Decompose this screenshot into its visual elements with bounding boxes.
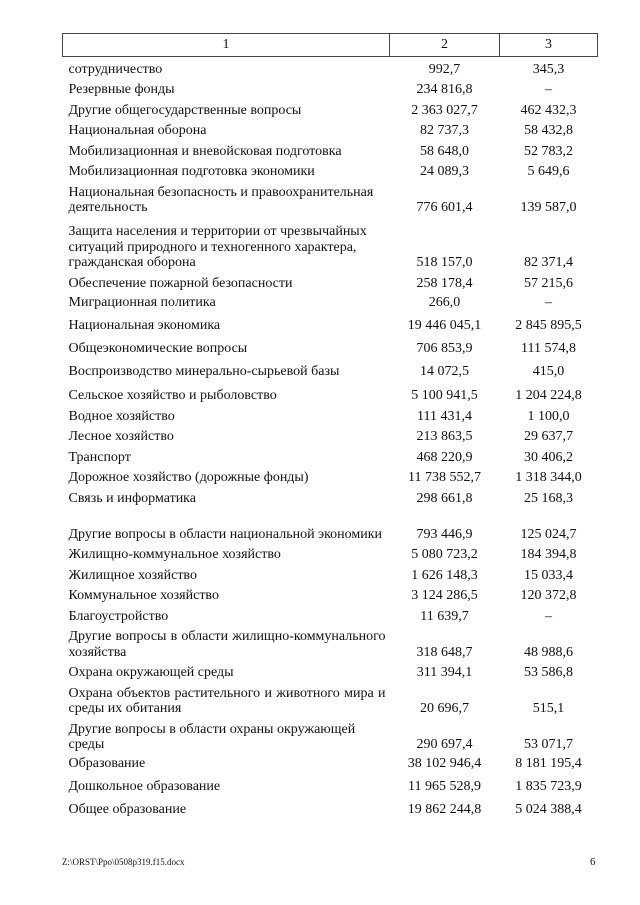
table-row xyxy=(63,337,598,360)
row-value-col3: 53 071,7 xyxy=(524,737,573,752)
row-value-col2: 706 853,9 xyxy=(416,340,473,356)
table-row xyxy=(63,583,598,604)
table-row xyxy=(63,681,598,717)
table-row xyxy=(63,753,598,776)
row-name: Связь и информатика xyxy=(68,490,196,506)
row-value-col3: 5 024 388,4 xyxy=(515,802,582,818)
row-name: Миграционная политика xyxy=(68,294,216,310)
table-row xyxy=(63,624,598,660)
row-name: Национальная безопасность и правоохранительная деятельность xyxy=(68,184,374,215)
row-name: Лесное хозяйство xyxy=(68,429,174,444)
table-row xyxy=(63,180,598,216)
row-name: Сельское хозяйство и рыболовство xyxy=(68,388,277,403)
row-value-col2: 38 102 946,4 xyxy=(407,756,482,772)
row-name: Национальная экономика xyxy=(68,317,221,333)
row-name: Воспроизводство минерально-сырьевой базы xyxy=(68,363,340,379)
row-value-col2: 2 363 027,7 xyxy=(411,102,478,118)
table-row xyxy=(63,159,598,180)
row-value-col2: 266,0 xyxy=(428,294,461,310)
row-value-col2: 992,7 xyxy=(428,61,461,77)
row-value-col3: 139 587,0 xyxy=(520,200,577,215)
row-name: Общеэкономические вопросы xyxy=(68,340,248,356)
table-row xyxy=(63,360,598,383)
row-value-col3: 462 432,3 xyxy=(520,102,577,118)
row-value-col2: 298 661,8 xyxy=(416,490,473,506)
row-value-col3: 515,1 xyxy=(532,701,565,716)
table-row xyxy=(63,216,598,271)
row-value-col3: 1 318 344,0 xyxy=(515,470,582,485)
table-row xyxy=(63,776,598,799)
table-row xyxy=(63,660,598,681)
row-value-col2: 14 072,5 xyxy=(420,363,469,379)
row-value-col2: 5 100 941,5 xyxy=(411,388,478,403)
row-name: Другие вопросы в области национальной экономики xyxy=(68,526,383,542)
row-value-col2: 19 446 045,1 xyxy=(407,317,482,333)
table-row xyxy=(63,563,598,584)
table-row xyxy=(63,383,598,404)
row-value-col3: 29 637,7 xyxy=(524,429,573,444)
row-value-col2: 11 965 528,9 xyxy=(408,779,481,795)
table-row xyxy=(63,77,598,98)
footer-file-path: Z:\ORST\Ppo\0508p319.f15.docx xyxy=(62,857,185,867)
header-col-1: 1 xyxy=(63,34,390,57)
row-value-col3: 25 168,3 xyxy=(524,490,573,506)
header-col-3: 3 xyxy=(500,34,598,57)
row-value-col2: 234 816,8 xyxy=(416,82,473,97)
row-value-col3: 2 845 895,5 xyxy=(515,317,582,333)
row-value-col3: 120 372,8 xyxy=(520,588,577,603)
row-value-col2: 1 626 148,3 xyxy=(411,567,478,583)
row-name: Защита населения и территории от чрезвычайных ситуаций природного и техногенного характера, гражданская оборона xyxy=(68,224,367,270)
table-row xyxy=(63,98,598,119)
row-value-col2: 11 738 552,7 xyxy=(408,470,481,485)
row-name: Коммунальное хозяйство xyxy=(68,588,219,603)
row-name: Общее образование xyxy=(68,802,187,818)
row-value-col3: 111 574,8 xyxy=(521,340,576,356)
row-value-col2: 58 648,0 xyxy=(420,143,469,159)
row-value-col2: 793 446,9 xyxy=(416,526,473,542)
table-row xyxy=(63,799,598,822)
table-row xyxy=(63,506,598,542)
row-value-col2: 776 601,4 xyxy=(416,200,473,215)
row-name: Охрана окружающей среды xyxy=(68,665,234,680)
row-value-col3: 53 586,8 xyxy=(524,665,573,680)
row-value-col3: 52 783,2 xyxy=(524,143,573,159)
header-col-2: 2 xyxy=(390,34,500,57)
row-value-col2: 213 863,5 xyxy=(416,429,473,444)
row-value-col2: 258 178,4 xyxy=(416,275,473,291)
row-name: Водное хозяйство xyxy=(68,408,175,424)
row-value-col2: 5 080 723,2 xyxy=(411,547,478,562)
table-row xyxy=(63,604,598,625)
row-value-col3: 30 406,2 xyxy=(524,449,573,465)
row-value-col2: 20 696,7 xyxy=(420,701,469,716)
row-name: Благоустройство xyxy=(68,608,169,624)
row-name: Резервные фонды xyxy=(68,82,175,97)
row-value-col3: 8 181 195,4 xyxy=(515,756,582,772)
row-name: Охрана объектов растительного и животного мира и среды их обитания xyxy=(68,685,386,716)
row-value-col3: 57 215,6 xyxy=(524,275,573,291)
table-row xyxy=(63,404,598,425)
row-value-col2: 82 737,3 xyxy=(420,123,469,138)
table-row xyxy=(63,542,598,563)
row-name: Другие вопросы в области жилищно-коммунального хозяйства xyxy=(68,629,386,660)
table-row xyxy=(63,271,598,292)
row-value-col3: 82 371,4 xyxy=(524,255,573,270)
row-name: Национальная оборона xyxy=(68,123,207,138)
row-value-col2: 318 648,7 xyxy=(416,644,473,660)
row-name: Обеспечение пожарной безопасности xyxy=(68,275,293,291)
row-value-col2: 518 157,0 xyxy=(416,255,473,270)
page-number: 6 xyxy=(590,856,596,868)
table-header-row xyxy=(63,34,598,57)
row-value-col3: 48 988,6 xyxy=(524,644,573,660)
row-value-col2: 11 639,7 xyxy=(420,608,469,624)
row-value-col3: 1 835 723,9 xyxy=(515,779,582,795)
row-value-col2: 290 697,4 xyxy=(416,737,473,752)
table-row xyxy=(63,717,598,753)
row-name: сотрудничество xyxy=(68,61,163,77)
row-value-col2: 3 124 286,5 xyxy=(411,588,478,603)
budget-table-container xyxy=(62,33,597,822)
table-row xyxy=(63,424,598,445)
row-value-col3: 415,0 xyxy=(532,363,565,379)
row-value-col3: – xyxy=(545,608,552,624)
row-value-col3: 5 649,6 xyxy=(527,164,570,179)
table-row xyxy=(63,118,598,139)
row-value-col3: – xyxy=(545,82,552,97)
row-value-col3: – xyxy=(545,294,552,310)
row-value-col2: 111 431,4 xyxy=(417,408,472,424)
row-name: Дошкольное образование xyxy=(68,779,221,795)
row-value-col2: 24 089,3 xyxy=(420,164,469,179)
row-name: Другие общегосударственные вопросы xyxy=(68,102,302,118)
budget-table xyxy=(62,33,598,822)
row-name: Транспорт xyxy=(68,449,131,465)
row-name: Жилищное хозяйство xyxy=(68,567,197,583)
row-value-col3: 125 024,7 xyxy=(520,526,577,542)
row-value-col3: 15 033,4 xyxy=(524,567,573,583)
table-row xyxy=(63,291,598,314)
table-row xyxy=(63,139,598,160)
row-value-col3: 1 100,0 xyxy=(527,408,570,424)
table-row xyxy=(63,486,598,507)
row-value-col2: 311 394,1 xyxy=(416,665,473,680)
row-name: Дорожное хозяйство (дорожные фонды) xyxy=(68,470,309,485)
row-name: Другие вопросы в области охраны окружающей среды xyxy=(68,721,356,752)
table-row xyxy=(63,57,598,78)
row-name: Мобилизационная подготовка экономики xyxy=(68,164,315,179)
table-row xyxy=(63,445,598,466)
row-value-col3: 1 204 224,8 xyxy=(515,388,582,403)
row-value-col3: 184 394,8 xyxy=(520,547,577,562)
row-value-col3: 58 432,8 xyxy=(524,123,573,138)
table-row xyxy=(63,314,598,337)
row-name: Образование xyxy=(68,756,146,772)
row-name: Жилищно-коммунальное хозяйство xyxy=(68,547,281,562)
row-value-col2: 19 862 244,8 xyxy=(407,802,482,818)
table-row xyxy=(63,465,598,486)
row-value-col2: 468 220,9 xyxy=(416,449,473,465)
row-name: Мобилизационная и вневойсковая подготовка xyxy=(68,143,342,159)
row-value-col3: 345,3 xyxy=(532,61,565,77)
